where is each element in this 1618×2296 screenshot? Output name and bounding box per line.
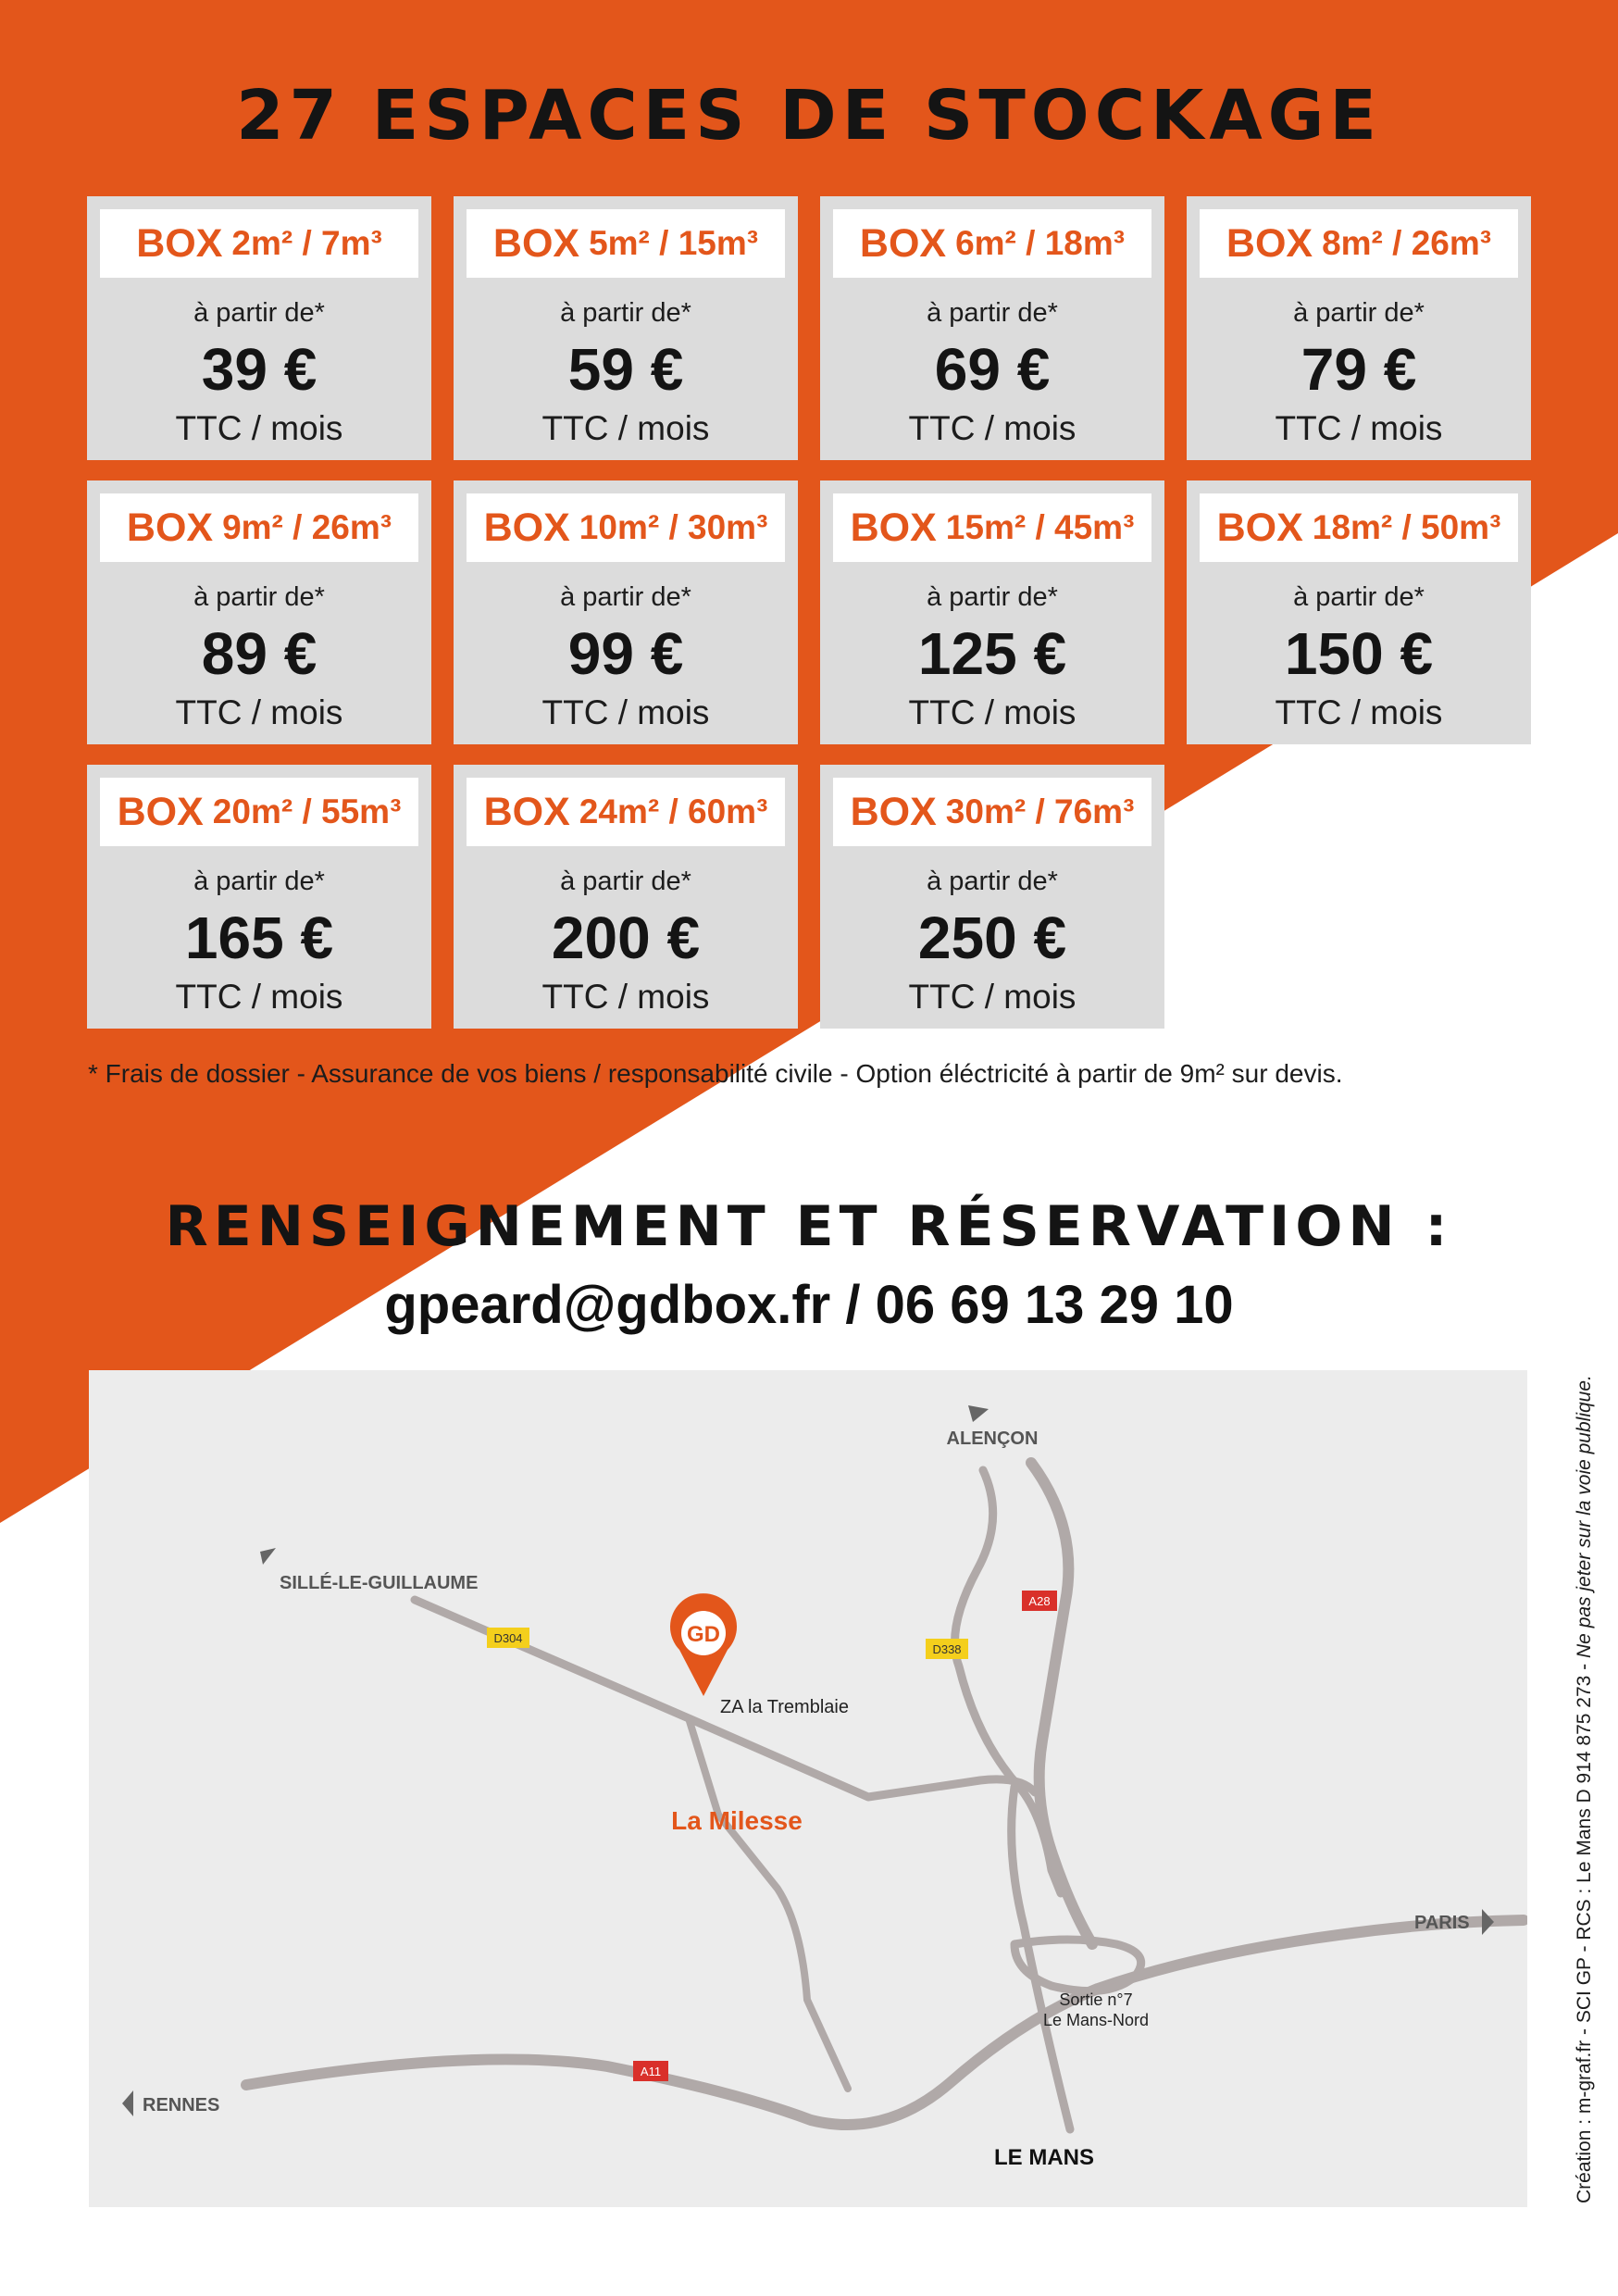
box-label: BOX	[492, 220, 580, 266]
box-price: 200 €	[551, 905, 701, 971]
box-label: BOX	[136, 220, 223, 266]
box-dimensions: 24m² / 60m³	[579, 792, 768, 830]
box-heading	[100, 778, 418, 846]
box-price-unit: TTC / mois	[175, 409, 343, 447]
box-price: 165 €	[184, 905, 334, 971]
location-map	[89, 1370, 1527, 2207]
box-card	[820, 196, 1164, 460]
box-dimensions: 15m² / 45m³	[945, 508, 1135, 546]
box-price-unit: TTC / mois	[175, 693, 343, 731]
box-from-label: à partir de*	[560, 867, 691, 896]
box-from-label: à partir de*	[560, 298, 691, 328]
box-heading	[467, 209, 785, 278]
credit-line	[1574, 1375, 1596, 2203]
box-label: BOX	[859, 220, 947, 266]
box-label: BOX	[1216, 505, 1303, 550]
place-le-mans: LE MANS	[994, 2145, 1094, 2170]
box-card	[1187, 480, 1531, 744]
box-price-unit: TTC / mois	[908, 409, 1077, 447]
exit-label-line2: Le Mans-Nord	[1042, 2011, 1150, 2029]
box-heading	[833, 493, 1151, 562]
page-title: 27 ESPACES DE STOCKAGE	[236, 76, 1382, 156]
box-card	[454, 196, 798, 460]
road-label-a28: A28	[1028, 1594, 1051, 1608]
box-card	[87, 480, 431, 744]
box-dimensions: 2m² / 7m³	[231, 224, 382, 262]
map-background	[89, 1370, 1527, 2207]
box-from-label: à partir de*	[927, 582, 1058, 612]
box-price: 79 €	[1301, 336, 1417, 403]
box-heading	[1200, 493, 1518, 562]
box-label: BOX	[117, 789, 204, 834]
box-heading	[100, 209, 418, 278]
road-badge-a28	[1022, 1591, 1057, 1611]
pin-logo-text: GD	[687, 1622, 720, 1647]
credit-italic: Ne pas jeter sur la voie publique.	[1574, 1375, 1595, 1658]
box-price: 99 €	[567, 620, 684, 687]
box-label: BOX	[850, 505, 937, 550]
place-sille: SILLÉ-LE-GUILLAUME	[280, 1573, 479, 1593]
road-label-a11: A11	[640, 2065, 662, 2078]
box-card	[87, 196, 431, 460]
box-dimensions: 30m² / 76m³	[945, 792, 1135, 830]
box-price: 125 €	[917, 620, 1067, 687]
box-price: 69 €	[934, 336, 1051, 403]
footnote: * Frais de dossier - Assurance de vos biens / responsabilité civile - Option éléctricité à partir de 9m² sur devis.	[88, 1059, 1343, 1088]
place-alencon: ALENÇON	[946, 1429, 1039, 1449]
box-price-unit: TTC / mois	[1275, 409, 1443, 447]
box-label: BOX	[850, 789, 937, 834]
place-la-milesse: La Milesse	[671, 1806, 803, 1835]
box-card	[454, 765, 798, 1029]
box-heading	[833, 778, 1151, 846]
box-card	[454, 480, 798, 744]
box-price-unit: TTC / mois	[541, 693, 710, 731]
box-card	[87, 765, 431, 1029]
contact-info[interactable]: gpeard@gdbox.fr / 06 69 13 29 10	[384, 1275, 1234, 1335]
box-label: BOX	[126, 505, 214, 550]
box-price-unit: TTC / mois	[175, 978, 343, 1016]
box-price: 89 €	[201, 620, 317, 687]
box-heading	[100, 493, 418, 562]
box-price: 59 €	[567, 336, 684, 403]
box-price: 250 €	[917, 905, 1067, 971]
box-from-label: à partir de*	[927, 298, 1058, 328]
box-dimensions: 5m² / 15m³	[589, 224, 759, 262]
box-heading	[1200, 209, 1518, 278]
box-from-label: à partir de*	[193, 867, 325, 896]
contact-title: RENSEIGNEMENT ET RÉSERVATION :	[165, 1194, 1453, 1259]
box-from-label: à partir de*	[560, 582, 691, 612]
road-badge-a11	[633, 2061, 668, 2081]
box-heading	[467, 493, 785, 562]
box-label: BOX	[1226, 220, 1313, 266]
box-dimensions: 9m² / 26m³	[222, 508, 392, 546]
box-label: BOX	[483, 789, 570, 834]
box-from-label: à partir de*	[193, 298, 325, 328]
box-from-label: à partir de*	[1293, 298, 1425, 328]
box-price: 39 €	[201, 336, 317, 403]
box-dimensions: 18m² / 50m³	[1312, 508, 1501, 546]
road-label-d304: D304	[493, 1631, 523, 1645]
box-price-unit: TTC / mois	[541, 409, 710, 447]
box-heading	[833, 209, 1151, 278]
box-price-unit: TTC / mois	[908, 693, 1077, 731]
box-dimensions: 6m² / 18m³	[955, 224, 1126, 262]
box-card	[1187, 196, 1531, 460]
box-card	[820, 480, 1164, 744]
road-badge-d338	[926, 1639, 968, 1659]
box-price-unit: TTC / mois	[1275, 693, 1443, 731]
box-label: BOX	[483, 505, 570, 550]
box-dimensions: 10m² / 30m³	[579, 508, 768, 546]
box-from-label: à partir de*	[1293, 582, 1425, 612]
box-price-unit: TTC / mois	[541, 978, 710, 1016]
box-price-unit: TTC / mois	[908, 978, 1077, 1016]
road-badge-d304	[487, 1628, 529, 1648]
box-price: 150 €	[1284, 620, 1434, 687]
box-from-label: à partir de*	[193, 582, 325, 612]
box-dimensions: 8m² / 26m³	[1322, 224, 1492, 262]
box-card	[820, 765, 1164, 1029]
box-dimensions: 20m² / 55m³	[212, 792, 402, 830]
credit-text: Création : m-graf.fr - SCI GP - RCS : Le Mans D 914 875 273 -	[1574, 1657, 1595, 2203]
box-heading	[467, 778, 785, 846]
place-rennes: RENNES	[143, 2095, 220, 2115]
exit-label-line1: Sortie n°7	[1059, 1990, 1133, 2009]
place-paris: PARIS	[1414, 1913, 1470, 1933]
road-label-d338: D338	[932, 1642, 962, 1656]
box-from-label: à partir de*	[927, 867, 1058, 896]
place-za-tremblaie: ZA la Tremblaie	[720, 1697, 849, 1717]
